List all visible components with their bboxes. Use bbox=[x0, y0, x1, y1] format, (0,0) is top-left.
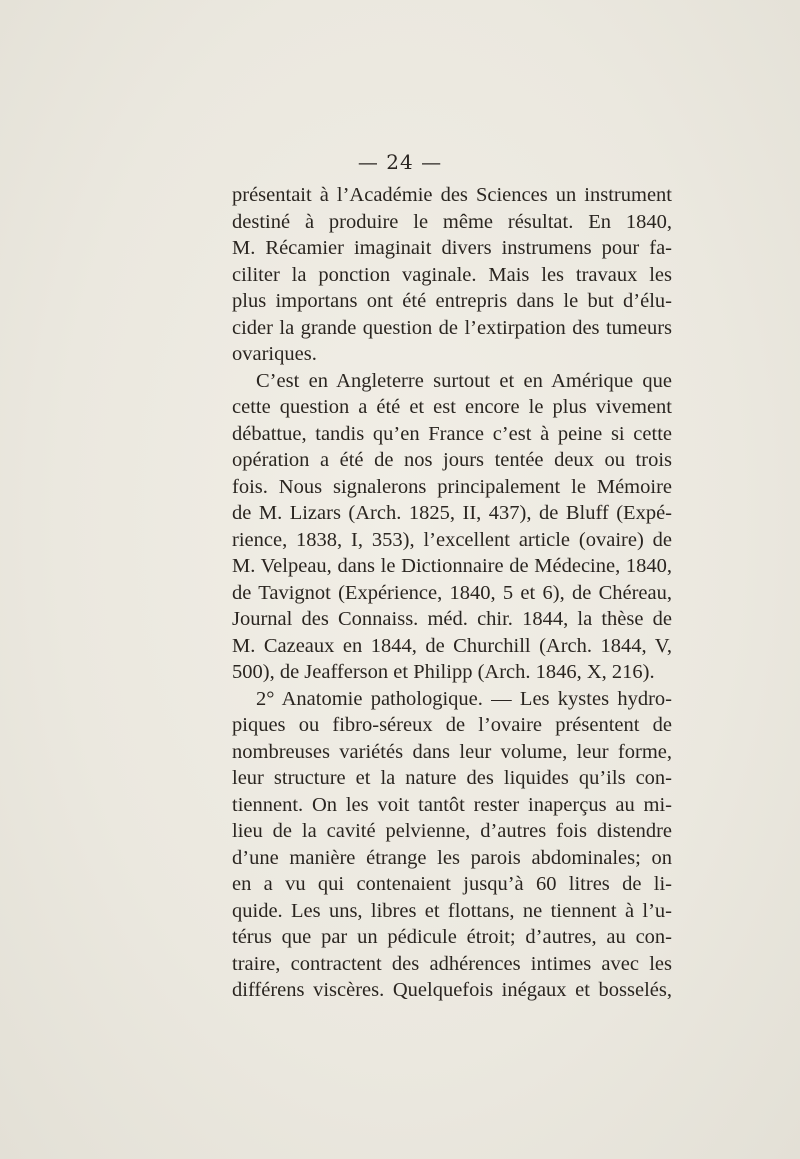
text-line: nombreuses variétés dans leur volume, leur forme, bbox=[232, 740, 672, 763]
page-number: — 24 — bbox=[357, 150, 443, 174]
text-line: lieu de la cavité pelvienne, d’autres fois distendre bbox=[232, 820, 672, 842]
text-line: débattue, tandis qu’en France c’est à peine si cette bbox=[232, 422, 672, 445]
text-line: Journal des Connaiss. méd. chir. 1844, la thèse de bbox=[232, 608, 672, 630]
text-line: fois. Nous signalerons principalement le Mémoire bbox=[232, 475, 672, 498]
text-line: M. Velpeau, dans le Dictionnaire de Médecine, 1840, bbox=[232, 555, 672, 577]
text-line: 500), de Jeafferson et Philipp (Arch. 1846, X, 216). bbox=[232, 661, 655, 683]
text-line: M. Récamier imaginait divers instrumens pour fa- bbox=[232, 237, 672, 259]
text-line: cider la grande question de l’extirpation des tumeurs bbox=[232, 316, 672, 339]
text-line: ovariques. bbox=[232, 343, 317, 365]
text-line: en a vu qui contenaient jusqu’à 60 litres de li- bbox=[232, 873, 672, 895]
text-line: C’est en Angleterre surtout et en Amérique que bbox=[256, 369, 672, 392]
text-line: rience, 1838, I, 353), l’excellent article (ovaire) de bbox=[232, 528, 672, 551]
body-text bbox=[232, 182, 672, 1004]
text-line: de M. Lizars (Arch. 1825, II, 437), de Bluff (Expé- bbox=[232, 502, 672, 524]
text-line: quide. Les uns, libres et flottans, ne tiennent à l’u- bbox=[232, 899, 672, 922]
text-line: destiné à produire le même résultat. En 1840, bbox=[232, 210, 672, 233]
text-line: ciliter la ponction vaginale. Mais les travaux les bbox=[232, 263, 672, 286]
text-line: leur structure et la nature des liquides qu’ils con- bbox=[232, 767, 672, 789]
text-line: 2° Anatomie pathologique. — Les kystes hydro- bbox=[256, 687, 672, 710]
text-line: tiennent. On les voit tantôt rester inaperçus au mi- bbox=[232, 793, 672, 816]
text-line: d’une manière étrange les parois abdominales; on bbox=[232, 846, 672, 869]
text-line: de Tavignot (Expérience, 1840, 5 et 6), de Chéreau, bbox=[232, 581, 672, 604]
text-line: piques ou fibro-séreux de l’ovaire présentent de bbox=[232, 714, 672, 736]
text-line: cette question a été et est encore le plus vivement bbox=[232, 396, 672, 418]
text-line: présentait à l’Académie des Sciences un instrument bbox=[232, 184, 672, 206]
text-line: M. Cazeaux en 1844, de Churchill (Arch. 1844, V, bbox=[232, 634, 672, 657]
text-line: traire, contractent des adhérences intimes avec les bbox=[232, 952, 672, 975]
text-line: opération a été de nos jours tentée deux ou trois bbox=[232, 449, 672, 471]
text-line: différens viscères. Quelquefois inégaux et bosselés, bbox=[232, 979, 672, 1001]
text-line: térus que par un pédicule étroit; d’autres, au con- bbox=[232, 926, 672, 948]
text-line: plus importans ont été entrepris dans le but d’élu- bbox=[232, 290, 672, 312]
